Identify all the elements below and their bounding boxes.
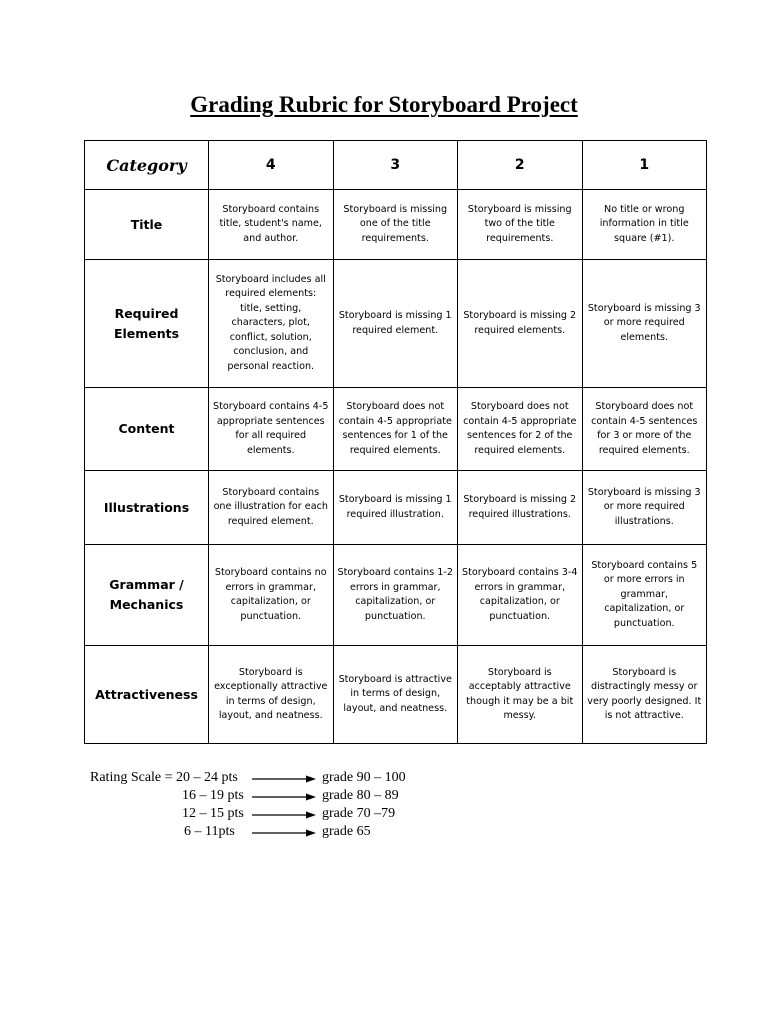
- category-grammar-mechanics: Grammar / Mechanics: [85, 545, 209, 646]
- cell-grammar-mechanics-2: Storyboard contains 3-4 errors in grammar, capitalization, or punctuation.: [458, 545, 583, 646]
- cell-illustrations-1: Storyboard is missing 3 or more required illustrations.: [582, 471, 707, 545]
- cell-illustrations-2: Storyboard is missing 2 required illustrations.: [458, 471, 583, 545]
- cell-attractiveness-2: Storyboard is acceptably attractive though it may be a bit messy.: [458, 646, 583, 744]
- cell-illustrations-3: Storyboard is missing 1 required illustration.: [333, 471, 458, 545]
- arrow-right-icon: [252, 774, 316, 784]
- arrow-right-icon: [252, 792, 316, 802]
- rating-scale-points: Rating Scale = 20 – 24 pts: [90, 770, 238, 785]
- rating-scale-grade: grade 90 – 100: [322, 770, 406, 785]
- level-header-4: 4: [209, 141, 334, 190]
- row-title: [85, 190, 707, 260]
- level-header-2: 2: [458, 141, 583, 190]
- cell-content-2: Storyboard does not contain 4-5 appropriate sentences for 2 of the required elements.: [458, 388, 583, 471]
- cell-grammar-mechanics-1: Storyboard contains 5 or more errors in grammar, capitalization, or punctuation.: [582, 545, 707, 646]
- header-row: [85, 141, 707, 190]
- cell-grammar-mechanics-3: Storyboard contains 1-2 errors in grammar, capitalization, or punctuation.: [333, 545, 458, 646]
- row-required-elements: [85, 260, 707, 388]
- level-header-3: 3: [333, 141, 458, 190]
- row-content: [85, 388, 707, 471]
- cell-title-2: Storyboard is missing two of the title requirements.: [458, 190, 583, 260]
- cell-content-3: Storyboard does not contain 4-5 appropriate sentences for 1 of the required elements.: [333, 388, 458, 471]
- cell-title-1: No title or wrong information in title square (#1).: [582, 190, 707, 260]
- category-title: Title: [85, 190, 209, 260]
- rating-scale-points: 12 – 15 pts: [182, 806, 244, 821]
- rubric-table: [84, 140, 707, 744]
- rating-scale-grade: grade 80 – 89: [322, 788, 399, 803]
- category-illustrations: Illustrations: [85, 471, 209, 545]
- cell-attractiveness-4: Storyboard is exceptionally attractive in terms of design, layout, and neatness.: [209, 646, 334, 744]
- category-content: Content: [85, 388, 209, 471]
- cell-attractiveness-1: Storyboard is distractingly messy or very poorly designed. It is not attractive.: [582, 646, 707, 744]
- rating-scale-grade: grade 70 –79: [322, 806, 396, 821]
- arrow-right-icon: [252, 828, 316, 838]
- category-attractiveness: Attractiveness: [85, 646, 209, 744]
- rating-scale-points: 6 – 11pts: [184, 824, 235, 839]
- cell-required-elements-1: Storyboard is missing 3 or more required elements.: [582, 260, 707, 388]
- cell-content-4: Storyboard contains 4-5 appropriate sentences for all required elements.: [209, 388, 334, 471]
- level-header-1: 1: [582, 141, 707, 190]
- category-required-elements: Required Elements: [85, 260, 209, 388]
- cell-required-elements-3: Storyboard is missing 1 required element.: [333, 260, 458, 388]
- row-attractiveness: [85, 646, 707, 744]
- cell-attractiveness-3: Storyboard is attractive in terms of design, layout, and neatness.: [333, 646, 458, 744]
- rating-scale: [0, 770, 768, 850]
- cell-content-1: Storyboard does not contain 4-5 sentences for 3 or more of the required elements.: [582, 388, 707, 471]
- page-title: Grading Rubric for Storyboard Project: [190, 92, 578, 117]
- arrow-right-icon: [252, 810, 316, 820]
- rating-scale-points: 16 – 19 pts: [182, 788, 244, 803]
- row-grammar-mechanics: [85, 545, 707, 646]
- rating-scale-grade: grade 65: [322, 824, 371, 839]
- category-header: Category: [85, 141, 209, 190]
- cell-required-elements-2: Storyboard is missing 2 required elements.: [458, 260, 583, 388]
- row-illustrations: [85, 471, 707, 545]
- cell-title-3: Storyboard is missing one of the title requirements.: [333, 190, 458, 260]
- cell-required-elements-4: Storyboard includes all required elements: title, setting, characters, plot, conflict, solution, conclusion, and personal reaction.: [209, 260, 334, 388]
- cell-illustrations-4: Storyboard contains one illustration for each required element.: [209, 471, 334, 545]
- cell-title-4: Storyboard contains title, student's name, and author.: [209, 190, 334, 260]
- cell-grammar-mechanics-4: Storyboard contains no errors in grammar, capitalization, or punctuation.: [209, 545, 334, 646]
